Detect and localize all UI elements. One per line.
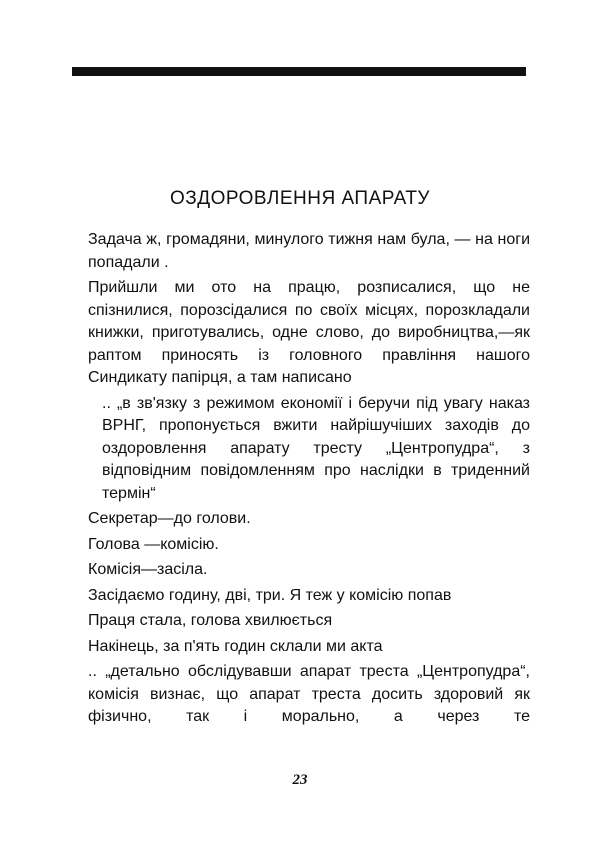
paragraph-commission: Комісія—засіла. — [88, 561, 208, 578]
top-rule — [72, 67, 526, 76]
paragraph-act-quote: .. „детально обслідувавши апарат треста „Центропудра“, комісія визнає, що апарат треста досить здоровий як фізично, так і морально, а через те — [88, 663, 530, 725]
body-text — [88, 229, 530, 732]
paragraph-act: Накінець, за п'ять годин склали ми акта — [88, 637, 383, 655]
paragraph-secretary: Секретар—до голови. — [88, 510, 251, 527]
paragraph-chairman: Голова —комісію. — [88, 535, 219, 553]
chapter-title: ОЗДОРОВЛЕННЯ АПАРАТУ — [169, 188, 431, 209]
quote-directive: .. „в зв'язку з режимом економії і беручи під увагу наказ ВРНГ, пропонується вжити найрішучіших заходів до оздоровлення апарату тресту „Центропудра“, з відповідним повідомленням про наслідки в триденний термін“ — [102, 394, 530, 502]
paragraph-2: Прийшли ми ото на працю, розписалися, що не спізнилися, порозсідалися по своїх місцях, порозкладали книжки, приготувались, одне слово, до виробництва,—як раптом приносять із головного правління нашого Синдикату папірця, а там написано — [88, 279, 530, 386]
page-number: 23 — [292, 772, 308, 788]
paragraph-1: Задача ж, громадяни, минулого тижня нам була, — на ноги попадали . — [88, 231, 530, 271]
paragraph-work-stopped: Праця стала, голова хвилюється — [88, 612, 333, 629]
paragraph-sitting: Засідаємо годину, дві, три. Я теж у комісію попав — [88, 586, 452, 604]
